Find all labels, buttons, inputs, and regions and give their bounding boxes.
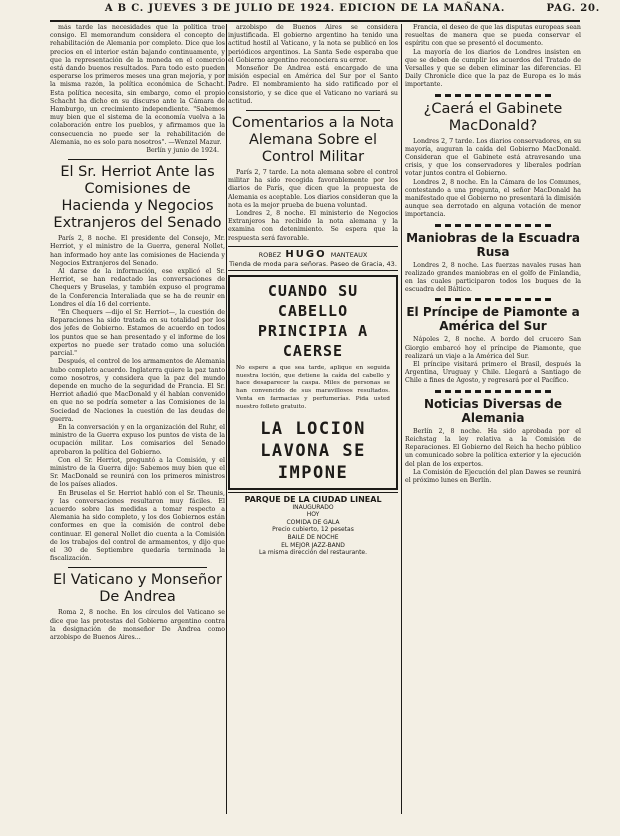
- separator: [435, 298, 551, 301]
- column-3: [405, 24, 581, 814]
- parque-ad-line: EL MEJOR JAZZ-BAND: [281, 541, 345, 549]
- lavona-ad-headline: CUANDO SU CABELLO PRINCIPIA A CAERSE: [257, 281, 369, 360]
- article-paragraph: Al darse de la información, ese explicó el Sr. Herriot, se han redactado las conversaciones de Chequers y Bruselas, y también expuso el programa de la Conferencia Interaliada que se ha de reunir en Londres el día 16 del corriente.: [50, 268, 225, 308]
- article-paragraph: Londres 2, 8 noche. En la Cámara de los Comunes, contestando a una pregunta, el señor MacDonald ha manifestado que el Gobierno no presentará la dimisión aunque sea derrotado en alguna votación de menor importancia.: [405, 178, 581, 219]
- article-paragraph: París 2, 8 noche. El presidente del Consejo, Mr. Herriot, y el ministro de la Guerra, general Nollet, han informado hoy ante las comisiones de Hacienda y Negocios Extranjeros del Senado.: [50, 235, 225, 267]
- masthead-rule: [50, 20, 580, 22]
- article-paragraph: "En Chequers —dijo el Sr. Herriot—, la cuestión de Reparaciones ha sido tratada en su totalidad por los dos jefes de Gobierno. Estamos de acuerdo en todos los puntos que se han presentado y el informe de los expertos no puede ser tratado como una solución parcial.": [50, 309, 225, 358]
- article-paragraph: En Bruselas el Sr. Herriot habló con el Sr. Theunis, y las conversaciones resultaron muy fáciles. El acuerdo sobre las medidas a tomar respecto a Alemania ha sido completo, y los dos Gobiernos están conformes en que la comisión de control debe continuar. El general Nollet dio cuenta a la Comisión de los trabajos del control de armamentos, y dijo que el 30 de Septiembre quedaría terminada la fiscalización.: [50, 489, 225, 563]
- lavona-ad-body: No espere a que sea tarde, aplique en seguida nuestra loción, que detiene la caída del cabello y hace desaparecer la caspa. Miles de personas se han convencido de sus maravillosos resultados. Venta en farmacias y perfumerías. Pida usted nuestro folleto gratuito.: [236, 364, 390, 410]
- separator: [435, 224, 551, 227]
- parque-ad-line: La misma dirección del restaurante.: [258, 549, 368, 557]
- headline-vaticano: El Vaticano y Monseñor De Andrea: [53, 572, 222, 606]
- parque-ad-title: PARQUE DE LA CIUDAD LINEAL: [228, 492, 398, 504]
- article-paragraph: Londres 2, 7 tarde. Los diarios conservadores, en su mayoría, auguran la caída del Gobierno MacDonald. Consideran que el Gabinete está atravesando una crisis, y que los conservadores y liberales podrían votar juntos contra el Gobierno.: [405, 137, 581, 178]
- article-paragraph: El príncipe visitará primero el Brasil, después la Argentina, Uruguay y Chile. Llegará a Santiago de Chile a fines de Agosto, y regresará por el Pacífico.: [405, 361, 581, 385]
- masthead-date: A B C. JUEVES 3 DE JULIO DE 1924. EDICION DE LA MAÑANA.: [104, 3, 506, 14]
- column-rule-1: [226, 24, 227, 814]
- separator: [435, 390, 551, 393]
- hugo-ad-bar: [228, 246, 398, 271]
- column-rule-2: [401, 24, 402, 814]
- hugo-ad-line: Tienda de moda para señoras. Paseo de Gracia, 43.: [229, 259, 397, 268]
- separator: [68, 567, 207, 568]
- parque-ad-line: HOY: [306, 511, 320, 519]
- separator: [68, 159, 207, 160]
- parque-ad-line: INAUGURADO: [292, 503, 334, 511]
- headline-piamonte: El Príncipe de Piamonte a América del Sur: [406, 305, 580, 334]
- article-paragraph: En la conversación y en la organización del Ruhr, el ministro de la Guerra expuso los puntos de vista de la ocupación militar. Los comisarios del Senado aprobaron la política del Gobierno.: [50, 423, 225, 456]
- col1-dateline: Berlín y junio de 1924.: [146, 147, 219, 155]
- parque-ad: [228, 492, 398, 557]
- article-paragraph: Londres 2, 8 noche. El ministerio de Negocios Extranjeros ha recibido la nota alemana y la examina con detenimiento. Se espera que la respuesta será favorable.: [228, 210, 398, 242]
- column-1: [50, 24, 225, 814]
- article-paragraph: Londres 2, 8 noche. Las fuerzas navales rusas han realizado grandes maniobras en el golfo de Finlandia, en las cuales participaron todos los buques de la escuadra del Báltico.: [405, 261, 581, 294]
- article-paragraph: Nápoles 2, 8 noche. A bordo del crucero San Giorgio embarcó hoy el príncipe de Piamonte, que realizará un viaje a la América del Sur.: [405, 336, 581, 360]
- separator: [435, 94, 551, 97]
- col2-intro: arzobispo de Buenos Aires se considera injustificada. El gobierno argentino ha tenido una actitud hostil al Vaticano, y la nota se publicó en los periódicos argentinos. La Santa Sede esperaba que el Gobierno argentino reconociera su error.: [228, 24, 398, 64]
- parque-ad-line: Precio cubierto, 12 pesetas: [272, 526, 354, 534]
- column-2: [228, 24, 398, 814]
- hugo-ad-left: ROBEZ: [258, 250, 282, 259]
- lavona-ad: [228, 275, 398, 490]
- article-paragraph: La Comisión de Ejecución del plan Dawes se reunirá el próximo lunes en Berlín.: [405, 468, 581, 484]
- col1-intro: más tarde las necesidades que la política trae consigo. El memorandum considera el concepto de rehabilitación de Alemania por completo. Dice que los precios en el interior están bajando continuamente, y que la representación de la moneda en el comercio está dando buenos resultados. Para todo esto pueden esperarse los primeros meses una gran mejoría, y por la misma razón, la política económica de Schacht. Esta política necesita, sin embargo, como el propio Schacht ha dicho en su discurso ante la Cámara de Hamburgo, un crecimiento independiente. "Sabemos muy bien que el sistema de la economía vuelva a la colaboración entre los pueblos, y afirmamos que la consecuencia no puede ser la rehabilitación de Alemania, no es solo para nosotros". —Wenzel Mazur.: [50, 24, 225, 146]
- article-paragraph: Berlín 2, 8 noche. Ha sido aprobada por el Reichstag la ley relativa a la Comisión de Reparaciones. El Gobierno del Reich ha hecho público un comunicado sobre la política exterior y la ejecución del plan de los expertos.: [405, 427, 581, 468]
- separator: [246, 110, 380, 111]
- article-paragraph: Después, el control de los armamentos de Alemania hubo completo acuerdo. Inglaterra quiere la paz tanto como nosotros, y considera que la paz del mundo depende en mucho de la seguridad de Francia. El Sr. Herriot añadió que MacDonald y él habían convenido en que no se podría someter a las Comisiones de la Sociedad de Naciones la cuestión de las deudas de guerra.: [50, 358, 225, 423]
- hugo-ad-right: MANTEAUX: [330, 250, 368, 259]
- article-paragraph: París 2, 7 tarde. La nota alemana sobre el control militar ha sido recogida favorablemente por los diarios de París, que dicen que la propuesta de Alemania es aceptable. Los diarios consideran que la nota es la mejor prueba de buena voluntad.: [228, 169, 398, 209]
- headline-macdonald: ¿Caerá el Gabinete MacDonald?: [423, 100, 563, 134]
- hugo-ad-brand: HUGO: [285, 248, 327, 260]
- lavona-ad-footer: LA LOCION LAVONA SE IMPONE: [260, 418, 366, 483]
- headline-escuadra-rusa: Maniobras de la Escuadra Rusa: [406, 230, 580, 259]
- parque-ad-line: BAILE DE NOCHE: [287, 534, 339, 542]
- col2-intro: Monseñor De Andrea está encargado de una misión especial en América del Sur por el Santo Padre. El nombramiento ha sido ratificado por el consistorio, y se dice que el Vaticano no variará su actitud.: [228, 65, 398, 105]
- col3-intro: La mayoría de los diarios de Londres insisten en que se deben de cumplir los acuerdos del Tratado de Versalles y que se deben eliminar las diferencias. El Daily Chronicle dice que la paz de Europa es lo más importante.: [405, 48, 581, 89]
- headline-nota-alemana: Comentarios a la Nota Alemana Sobre el Control Militar: [231, 115, 395, 166]
- col3-intro: Francia, el deseo de que las disputas europeas sean resueltas de manera que se pueda conservar el espíritu con que se presentó el documento.: [405, 24, 581, 48]
- headline-alemania: Noticias Diversas de Alemania: [423, 396, 563, 425]
- masthead-page: PAG. 20.: [546, 3, 600, 14]
- parque-ad-line: COMIDA DE GALA: [286, 518, 340, 526]
- article-paragraph: Con el Sr. Herriot, preguntó a la Comisión, y el ministro de la Guerra dijo: Sabemos muy bien que el Sr. MacDonald se reunirá con los primeros ministros de los países aliados.: [50, 456, 225, 489]
- headline-herriot: El Sr. Herriot Ante las Comisiones de Hacienda y Negocios Extranjeros del Senado: [53, 164, 222, 232]
- article-paragraph: Roma 2, 8 noche. En los círculos del Vaticano se dice que las protestas del Gobierno argentino contra la designación de monseñor De Andrea como arzobispo de Buenos Aires...: [50, 609, 225, 641]
